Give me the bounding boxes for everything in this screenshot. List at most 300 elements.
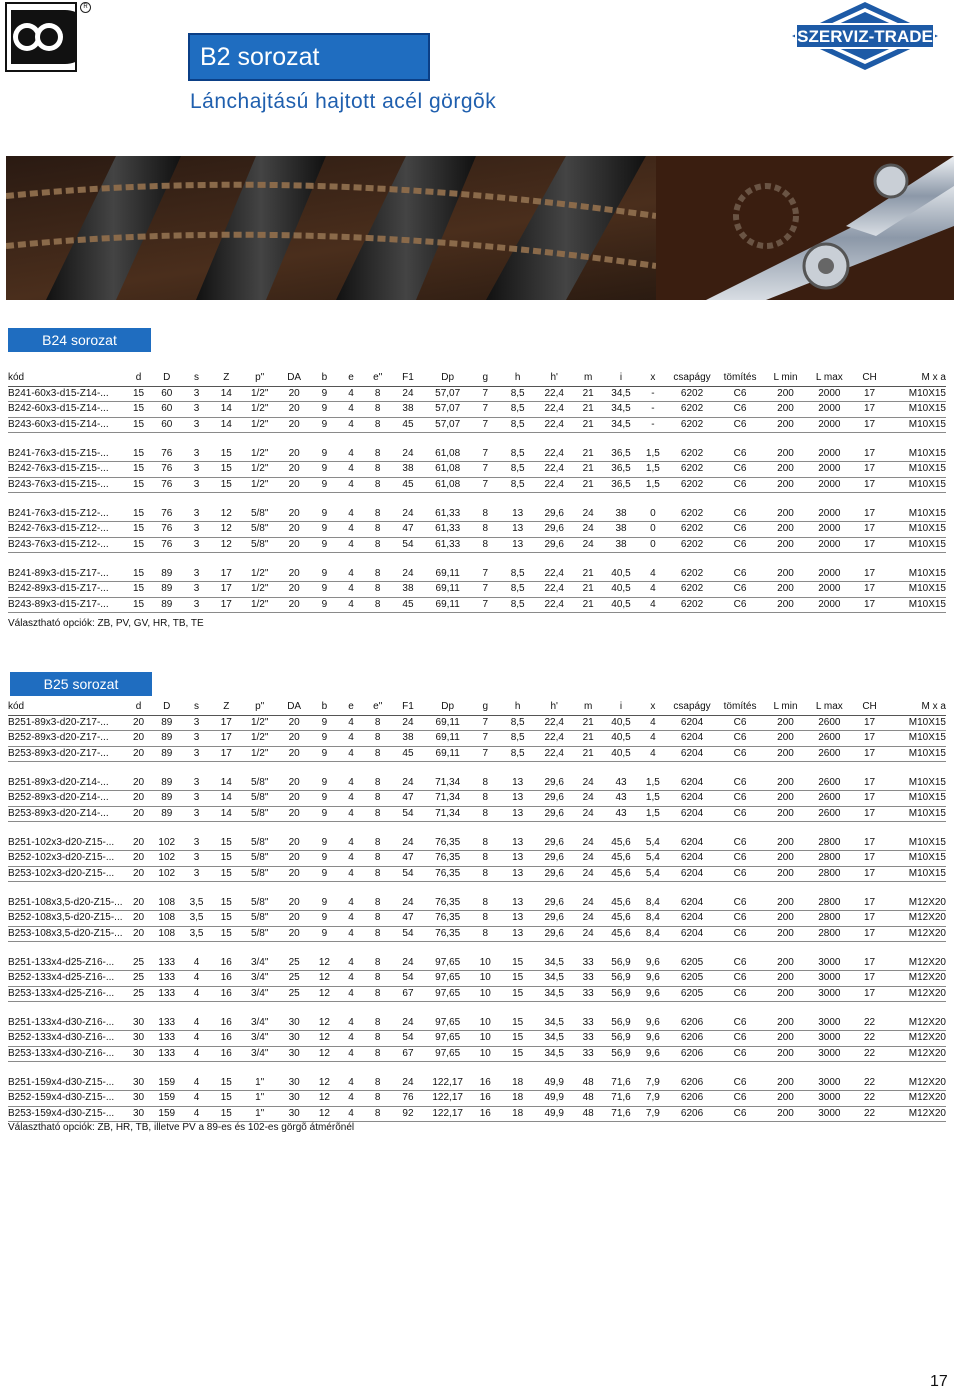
table-cell: M10X15 — [888, 746, 946, 762]
table-cell: 20 — [126, 791, 151, 807]
table-cell: 6204 — [667, 731, 717, 747]
table-cell: 22,4 — [535, 597, 573, 613]
table-cell: 8,5 — [500, 462, 536, 478]
table-cell: 38 — [391, 402, 424, 418]
table-cell: 34,5 — [535, 1046, 573, 1062]
table-cell: 3 — [182, 447, 210, 462]
table-cell: 4 — [182, 971, 210, 987]
table-cell: 43 — [603, 791, 639, 807]
table-cell: 34,5 — [535, 956, 573, 971]
table-cell: 97,65 — [425, 1016, 471, 1031]
table-cell: C6 — [717, 567, 763, 582]
table-cell: 17 — [851, 956, 889, 971]
column-header: h — [500, 700, 536, 715]
table-cell: 10 — [471, 1016, 500, 1031]
table-cell: 4 — [639, 715, 667, 731]
column-header: F1 — [391, 371, 424, 386]
table-cell: 8 — [364, 522, 391, 538]
table-cell: 13 — [500, 866, 536, 882]
group-spacer — [8, 882, 946, 896]
table-cell: 6204 — [667, 911, 717, 927]
table-cell: 6204 — [667, 776, 717, 791]
table-cell: 21 — [573, 715, 603, 731]
table-cell: 24 — [391, 956, 424, 971]
table-cell: 89 — [151, 582, 182, 598]
table-cell: 1" — [242, 1106, 278, 1122]
table-cell: 12 — [311, 1031, 338, 1047]
table-cell: 9,6 — [639, 1031, 667, 1047]
table-cell: 4 — [338, 1106, 364, 1122]
table-cell: 200 — [763, 866, 808, 882]
table-cell: 76,35 — [425, 836, 471, 851]
table-cell: 30 — [126, 1046, 151, 1062]
table-cell: 10 — [471, 956, 500, 971]
table-cell: 22,4 — [535, 402, 573, 418]
table-cell: 9 — [311, 522, 338, 538]
table-cell: 17 — [851, 776, 889, 791]
table-cell: 15 — [211, 911, 242, 927]
table-cell: 9,6 — [639, 971, 667, 987]
table-cell: 24 — [391, 896, 424, 911]
table-cell: 17 — [851, 866, 889, 882]
table-row — [8, 567, 946, 582]
group-spacer — [8, 1002, 946, 1016]
table-cell: 20 — [126, 731, 151, 747]
table-cell: M12X20 — [888, 956, 946, 971]
table-cell: C6 — [717, 866, 763, 882]
table-cell: 30 — [277, 1016, 310, 1031]
table-cell: 8,4 — [639, 926, 667, 942]
table-row — [8, 462, 946, 478]
table-cell: 8 — [364, 836, 391, 851]
table-cell: 6205 — [667, 986, 717, 1002]
group-spacer — [8, 433, 946, 447]
table-cell: 21 — [573, 597, 603, 613]
table-cell: 54 — [391, 866, 424, 882]
table-cell: 6202 — [667, 386, 717, 402]
table-cell: 18 — [500, 1091, 536, 1107]
table-cell: 71,34 — [425, 806, 471, 822]
column-header: L max — [808, 371, 851, 386]
table-cell: 17 — [851, 836, 889, 851]
table-cell: 38 — [391, 582, 424, 598]
table-cell: 15 — [211, 851, 242, 867]
table-cell: 15 — [126, 582, 151, 598]
table-cell: 9 — [311, 836, 338, 851]
table-cell: M10X15 — [888, 866, 946, 882]
b24-options-note: Választható opciók: ZB, PV, GV, HR, TB, TE — [8, 618, 204, 629]
table-cell: 3000 — [808, 986, 851, 1002]
table-cell: 8 — [364, 986, 391, 1002]
table-cell: 40,5 — [603, 731, 639, 747]
table-cell: 4 — [338, 866, 364, 882]
table-cell: 3 — [182, 582, 210, 598]
table-cell: 4 — [182, 1106, 210, 1122]
table-cell: 13 — [500, 522, 536, 538]
table-cell: 30 — [277, 1076, 310, 1091]
page-number: 17 — [930, 1373, 948, 1390]
table-cell: B253-108x3,5-d20-Z15-... — [8, 926, 126, 942]
table-cell: 7 — [471, 715, 500, 731]
table-cell: M12X20 — [888, 1046, 946, 1062]
table-cell: 3/4" — [242, 986, 278, 1002]
table-cell: 8 — [471, 926, 500, 942]
table-cell: 76 — [151, 477, 182, 493]
table-cell: 45,6 — [603, 866, 639, 882]
table-cell: 89 — [151, 597, 182, 613]
table-cell: 20 — [126, 926, 151, 942]
table-cell: 4 — [338, 462, 364, 478]
column-header: p" — [242, 700, 278, 715]
table-cell: 6204 — [667, 791, 717, 807]
table-row — [8, 1031, 946, 1047]
table-cell: 16 — [211, 1046, 242, 1062]
table-cell: 15 — [126, 477, 151, 493]
table-cell: 6205 — [667, 971, 717, 987]
table-cell: 30 — [126, 1106, 151, 1122]
table-cell: 6205 — [667, 956, 717, 971]
table-cell: 14 — [211, 806, 242, 822]
table-row — [8, 477, 946, 493]
table-cell: 13 — [500, 896, 536, 911]
table-cell: 9 — [311, 402, 338, 418]
table-cell: 15 — [211, 1106, 242, 1122]
table-cell: 122,17 — [425, 1106, 471, 1122]
table-cell: 17 — [851, 911, 889, 927]
table-row — [8, 1076, 946, 1091]
table-cell: 4 — [182, 1046, 210, 1062]
table-cell: 2000 — [808, 507, 851, 522]
column-header: Z — [211, 371, 242, 386]
table-cell: 15 — [211, 896, 242, 911]
table-cell: 17 — [851, 537, 889, 553]
table-cell: 1/2" — [242, 402, 278, 418]
table-cell: 8,5 — [500, 386, 536, 402]
table-cell: 45 — [391, 477, 424, 493]
table-cell: 4 — [639, 731, 667, 747]
table-cell: 4 — [338, 791, 364, 807]
column-header: L min — [763, 700, 808, 715]
table-cell: 15 — [126, 507, 151, 522]
table-cell: M10X15 — [888, 402, 946, 418]
table-cell: C6 — [717, 1031, 763, 1047]
table-cell: 29,6 — [535, 911, 573, 927]
table-cell: 45 — [391, 417, 424, 433]
table-cell: 7 — [471, 597, 500, 613]
table-cell: C6 — [717, 1106, 763, 1122]
table-cell: 133 — [151, 986, 182, 1002]
table-cell: B243-76x3-d15-Z15-... — [8, 477, 126, 493]
table-cell: M10X15 — [888, 386, 946, 402]
table-cell: 3,5 — [182, 911, 210, 927]
table-cell: 40,5 — [603, 715, 639, 731]
table-cell: 30 — [277, 1106, 310, 1122]
table-cell: 18 — [500, 1106, 536, 1122]
table-cell: 17 — [851, 926, 889, 942]
table-cell: 20 — [126, 896, 151, 911]
table-cell: 6202 — [667, 507, 717, 522]
table-cell: 8,5 — [500, 715, 536, 731]
table-cell: 102 — [151, 866, 182, 882]
table-cell: 159 — [151, 1076, 182, 1091]
column-header: M x a — [888, 700, 946, 715]
column-header: Dp — [425, 700, 471, 715]
table-cell: 3,5 — [182, 926, 210, 942]
table-cell: C6 — [717, 1046, 763, 1062]
group-spacer — [8, 1062, 946, 1076]
table-cell: 8 — [364, 462, 391, 478]
table-cell: 4 — [338, 776, 364, 791]
table-cell: 2600 — [808, 715, 851, 731]
table-cell: 8 — [364, 746, 391, 762]
column-header: b — [311, 700, 338, 715]
table-cell: 9 — [311, 806, 338, 822]
table-cell: 7,9 — [639, 1106, 667, 1122]
table-cell: 12 — [311, 1046, 338, 1062]
table-cell: 24 — [391, 776, 424, 791]
table-cell: 8 — [364, 806, 391, 822]
table-cell: 22,4 — [535, 567, 573, 582]
table-cell: 2000 — [808, 402, 851, 418]
page-title: B2 sorozat — [188, 33, 430, 81]
table-cell: 45,6 — [603, 911, 639, 927]
table-cell: 9 — [311, 537, 338, 553]
table-cell: 12 — [311, 971, 338, 987]
table-cell: 9,6 — [639, 1046, 667, 1062]
table-cell: 4 — [639, 746, 667, 762]
table-cell: 20 — [277, 402, 310, 418]
table-cell: 45,6 — [603, 851, 639, 867]
table-cell: 71,34 — [425, 776, 471, 791]
table-cell: 5/8" — [242, 866, 278, 882]
table-cell: 122,17 — [425, 1076, 471, 1091]
table-cell: 17 — [851, 567, 889, 582]
table-cell: 3,5 — [182, 896, 210, 911]
table-cell: 24 — [573, 806, 603, 822]
table-cell: 29,6 — [535, 522, 573, 538]
table-cell: 40,5 — [603, 582, 639, 598]
table-cell: 3000 — [808, 971, 851, 987]
table-cell: 61,08 — [425, 447, 471, 462]
table-row — [8, 402, 946, 418]
b25-options-note: Választható opciók: ZB, HR, TB, illetve PV a 89-es és 102-es görgõ átmérõnél — [8, 1122, 355, 1133]
table-cell: 20 — [277, 522, 310, 538]
table-cell: 15 — [500, 986, 536, 1002]
table-cell: 3000 — [808, 1016, 851, 1031]
table-cell: 200 — [763, 567, 808, 582]
table-cell: 20 — [277, 851, 310, 867]
column-header: L min — [763, 371, 808, 386]
column-header: g — [471, 371, 500, 386]
szerviz-trade-logo — [786, 0, 944, 72]
table-cell: 9 — [311, 582, 338, 598]
table-cell: 49,9 — [535, 1076, 573, 1091]
table-cell: 4 — [338, 597, 364, 613]
table-cell: C6 — [717, 776, 763, 791]
table-cell: 20 — [277, 911, 310, 927]
table-cell: 4 — [338, 402, 364, 418]
table-cell: 1,5 — [639, 462, 667, 478]
table-row — [8, 791, 946, 807]
table-cell: 5/8" — [242, 791, 278, 807]
column-header: p" — [242, 371, 278, 386]
table-cell: 20 — [277, 731, 310, 747]
table-cell: 1/2" — [242, 462, 278, 478]
table-cell: 12 — [311, 1106, 338, 1122]
table-cell: 2000 — [808, 447, 851, 462]
table-cell: 3 — [182, 477, 210, 493]
column-header: s — [182, 371, 210, 386]
table-cell: 17 — [851, 896, 889, 911]
column-header: M x a — [888, 371, 946, 386]
table-cell: 17 — [211, 567, 242, 582]
table-cell: M12X20 — [888, 1076, 946, 1091]
table-cell: 3 — [182, 386, 210, 402]
table-cell: 24 — [391, 447, 424, 462]
table-cell: 200 — [763, 836, 808, 851]
table-cell: 89 — [151, 806, 182, 822]
table-cell: 21 — [573, 477, 603, 493]
table-cell: 20 — [277, 567, 310, 582]
table-cell: 9 — [311, 731, 338, 747]
table-cell: 9 — [311, 597, 338, 613]
table-cell: C6 — [717, 971, 763, 987]
table-row — [8, 1106, 946, 1122]
table-cell: 33 — [573, 1031, 603, 1047]
table-cell: M10X15 — [888, 567, 946, 582]
table-cell: 6206 — [667, 1031, 717, 1047]
table-cell: M12X20 — [888, 926, 946, 942]
table-cell: 16 — [211, 1031, 242, 1047]
table-cell: 133 — [151, 1046, 182, 1062]
table-cell: 17 — [851, 806, 889, 822]
table-cell: 17 — [851, 791, 889, 807]
table-cell: 102 — [151, 836, 182, 851]
table-cell: 89 — [151, 791, 182, 807]
table-cell: 15 — [211, 1076, 242, 1091]
table-cell: 9 — [311, 896, 338, 911]
table-cell: 25 — [126, 971, 151, 987]
column-header: x — [639, 700, 667, 715]
table-cell: B243-60x3-d15-Z14-... — [8, 417, 126, 433]
table-cell: 9 — [311, 386, 338, 402]
table-cell: 4 — [338, 477, 364, 493]
table-cell: 4 — [338, 851, 364, 867]
column-header: kód — [8, 700, 126, 715]
table-cell: 30 — [126, 1016, 151, 1031]
table-cell: 7 — [471, 731, 500, 747]
table-cell: 9 — [311, 567, 338, 582]
table-cell: M10X15 — [888, 507, 946, 522]
table-cell: 13 — [500, 851, 536, 867]
table-cell: 25 — [277, 986, 310, 1002]
table-cell: 15 — [211, 1091, 242, 1107]
table-cell: 15 — [126, 597, 151, 613]
table-cell: 200 — [763, 417, 808, 433]
table-cell: B252-89x3-d20-Z14-... — [8, 791, 126, 807]
table-cell: M12X20 — [888, 911, 946, 927]
table-cell: 57,07 — [425, 402, 471, 418]
table-cell: 6202 — [667, 402, 717, 418]
table-row — [8, 1016, 946, 1031]
table-cell: 8 — [364, 926, 391, 942]
table-cell: 3 — [182, 791, 210, 807]
table-cell: 200 — [763, 806, 808, 822]
table-cell: 36,5 — [603, 447, 639, 462]
table-cell: 45 — [391, 746, 424, 762]
table-cell: 15 — [211, 447, 242, 462]
table-cell: 33 — [573, 971, 603, 987]
table-cell: 4 — [338, 896, 364, 911]
table-cell: 10 — [471, 1046, 500, 1062]
table-cell: 9 — [311, 791, 338, 807]
table-cell: 4 — [338, 507, 364, 522]
table-cell: B251-108x3,5-d20-Z15-... — [8, 896, 126, 911]
table-cell: 6202 — [667, 477, 717, 493]
table-cell: 45,6 — [603, 896, 639, 911]
table-cell: 20 — [277, 776, 310, 791]
table-cell: 12 — [311, 1016, 338, 1031]
table-cell: 8 — [364, 1046, 391, 1062]
table-cell: 5/8" — [242, 776, 278, 791]
table-cell: 8 — [471, 866, 500, 882]
table-cell: 4 — [338, 537, 364, 553]
table-cell: 102 — [151, 851, 182, 867]
table-cell: 4 — [182, 986, 210, 1002]
table-cell: M10X15 — [888, 477, 946, 493]
table-cell: - — [639, 402, 667, 418]
table-cell: 200 — [763, 507, 808, 522]
table-cell: 7 — [471, 567, 500, 582]
table-cell: 4 — [338, 447, 364, 462]
table-cell: 21 — [573, 746, 603, 762]
table-cell: 200 — [763, 971, 808, 987]
table-cell: C6 — [717, 896, 763, 911]
table-cell: 76 — [391, 1091, 424, 1107]
table-cell: 15 — [126, 447, 151, 462]
table-cell: 4 — [182, 956, 210, 971]
table-cell: 4 — [338, 956, 364, 971]
table-cell: 3000 — [808, 956, 851, 971]
table-cell: 20 — [277, 477, 310, 493]
table-cell: 6206 — [667, 1076, 717, 1091]
company-logo-icon — [5, 2, 77, 72]
table-cell: B252-133x4-d30-Z16-... — [8, 1031, 126, 1047]
table-cell: 4 — [338, 1076, 364, 1091]
table-cell: M10X15 — [888, 776, 946, 791]
table-cell: 108 — [151, 896, 182, 911]
table-cell: 5,4 — [639, 866, 667, 882]
table-cell: M10X15 — [888, 447, 946, 462]
table-cell: C6 — [717, 746, 763, 762]
table-cell: 8 — [471, 851, 500, 867]
table-cell: 6204 — [667, 746, 717, 762]
table-cell: 6202 — [667, 462, 717, 478]
table-cell: 200 — [763, 715, 808, 731]
table-cell: 17 — [851, 971, 889, 987]
table-cell: - — [639, 386, 667, 402]
table-cell: B243-76x3-d15-Z12-... — [8, 537, 126, 553]
table-cell: 8 — [364, 1106, 391, 1122]
table-cell: 45,6 — [603, 926, 639, 942]
table-cell: B252-108x3,5-d20-Z15-... — [8, 911, 126, 927]
table-cell: C6 — [717, 1076, 763, 1091]
table-cell: 4 — [338, 986, 364, 1002]
table-cell: 1" — [242, 1091, 278, 1107]
table-cell: 8 — [364, 597, 391, 613]
column-header: h — [500, 371, 536, 386]
table-cell: 9,6 — [639, 1016, 667, 1031]
